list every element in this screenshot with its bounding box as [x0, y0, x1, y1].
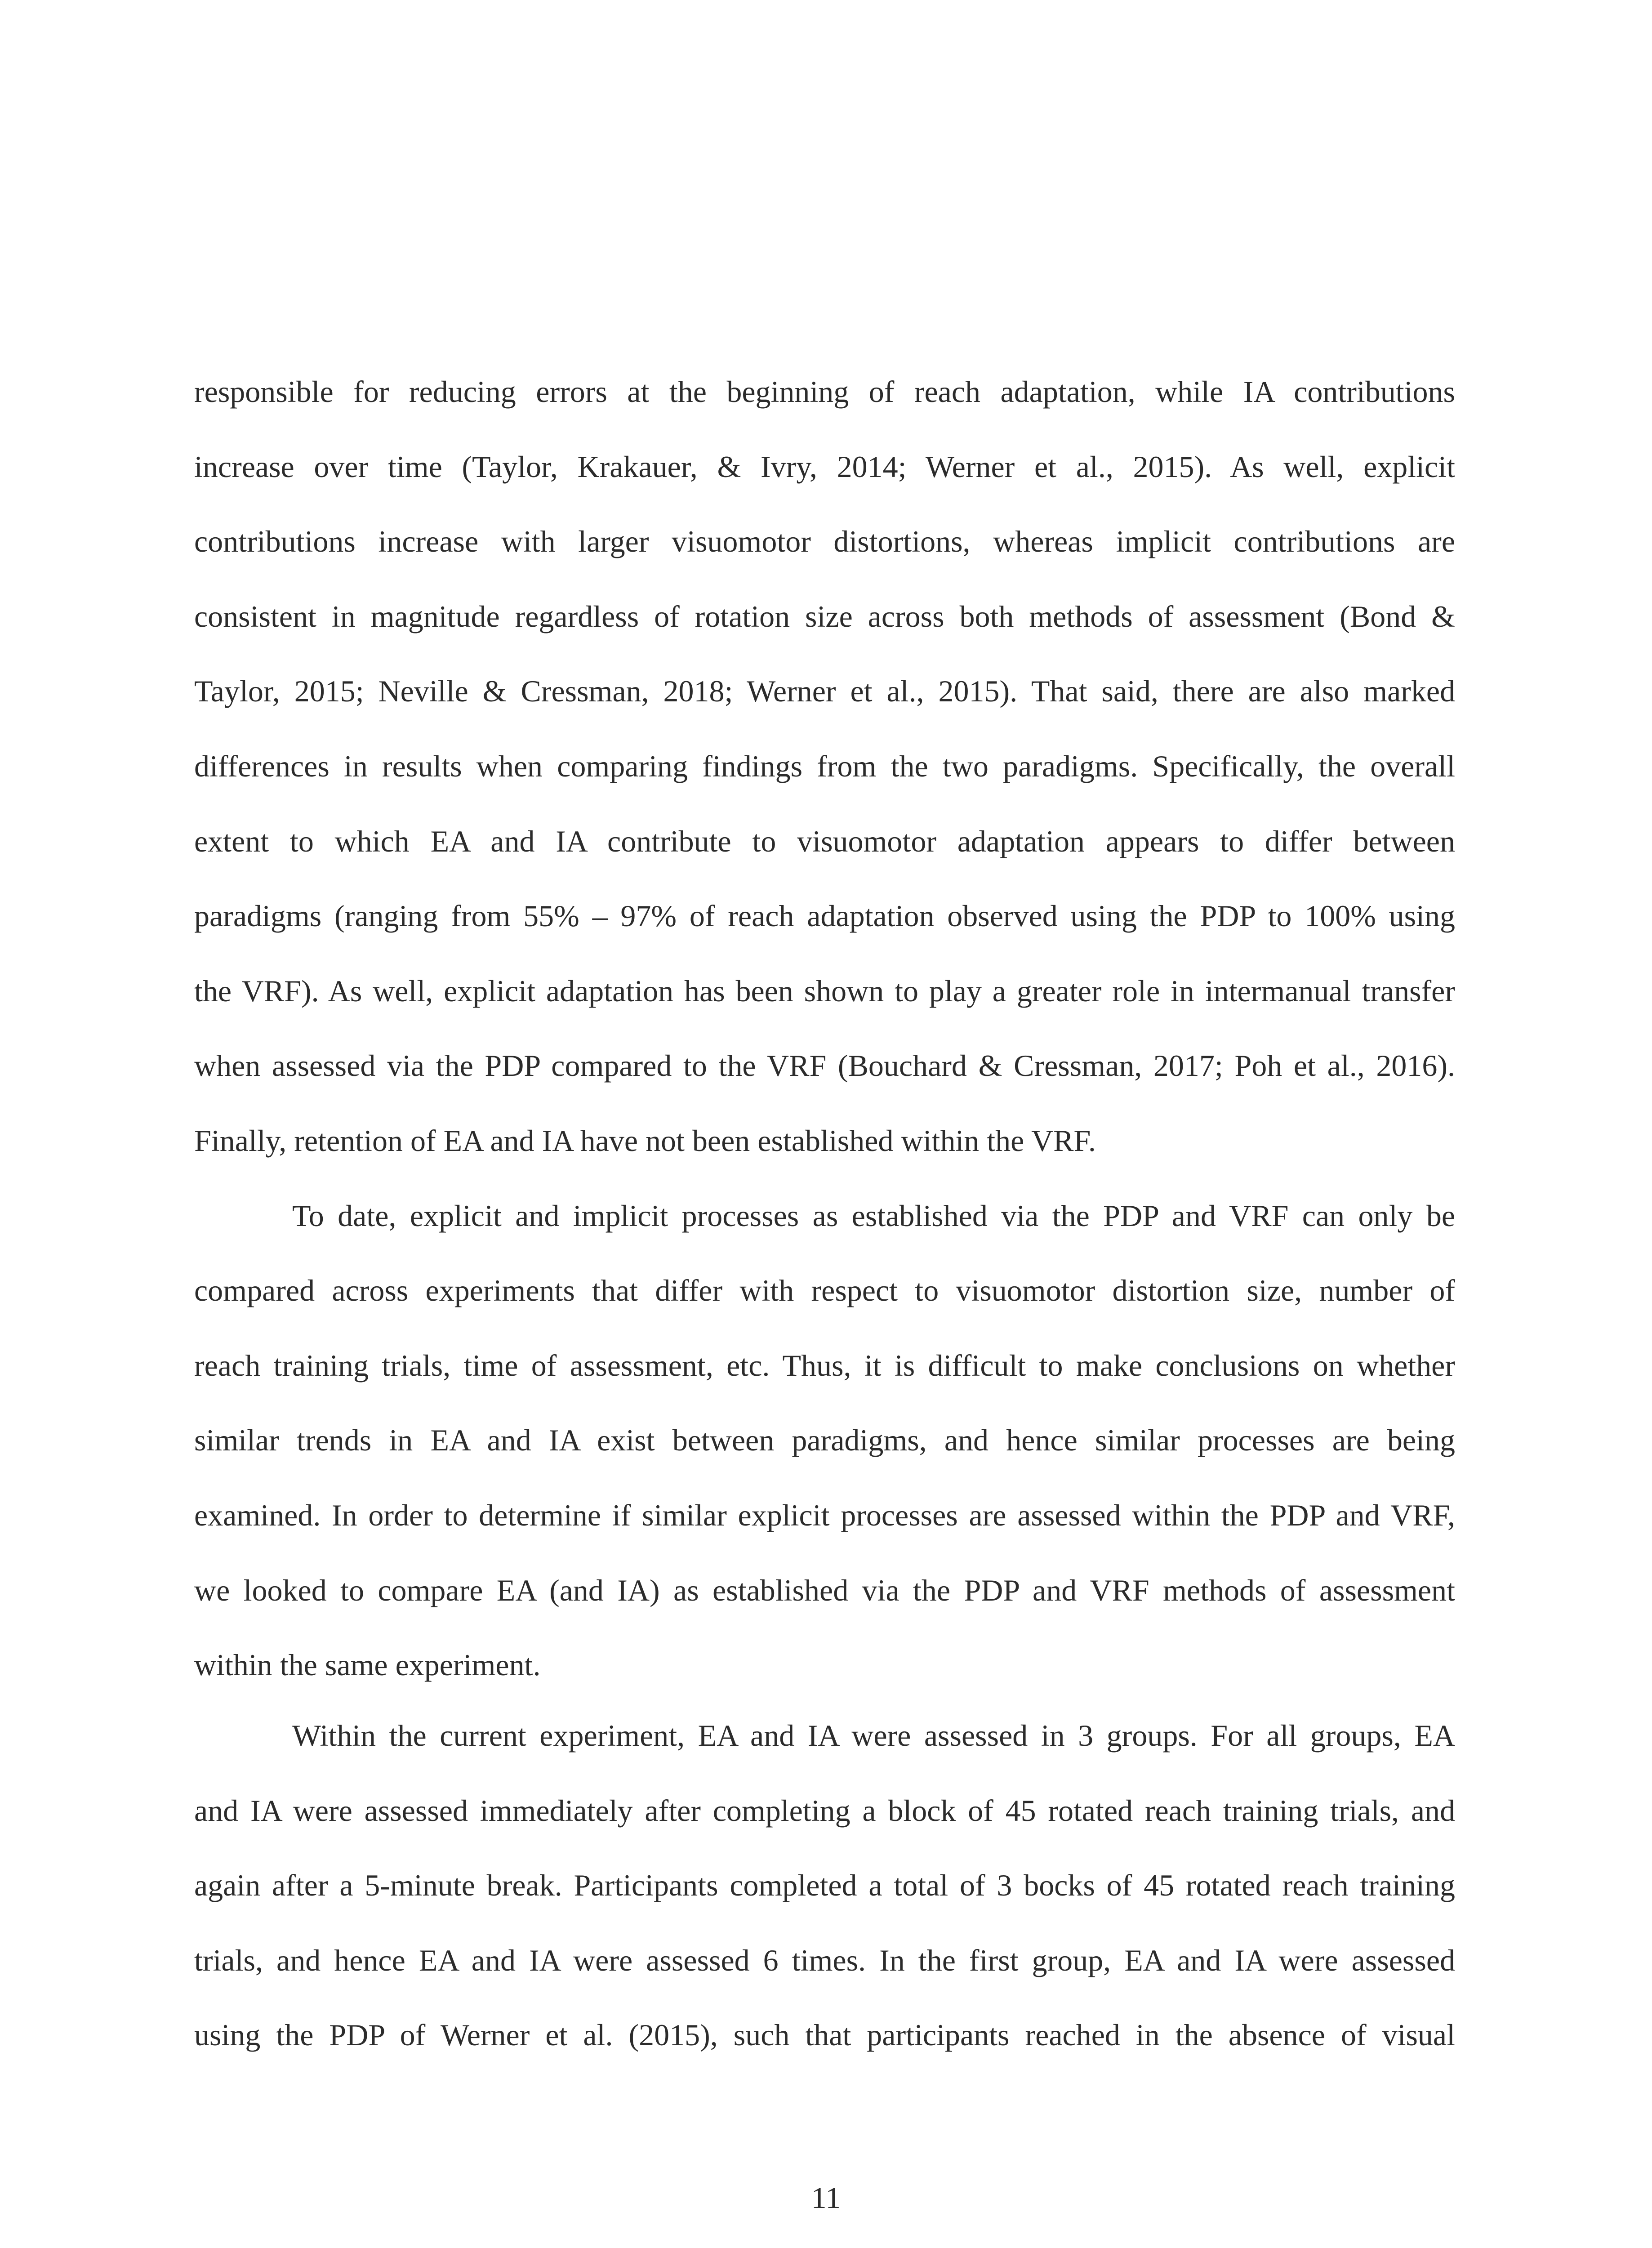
- text-line: responsible for reducing errors at the beginning of reach adaptation, while IA contributions: [194, 375, 1455, 409]
- text-line: Taylor, 2015; Neville & Cressman, 2018; Werner et al., 2015). That said, there are also marked: [194, 674, 1455, 709]
- text-line: compared across experiments that differ with respect to visuomotor distortion size, number of: [194, 1273, 1455, 1308]
- text-line: contributions increase with larger visuomotor distortions, whereas implicit contributions are: [194, 524, 1455, 559]
- text-line: extent to which EA and IA contribute to visuomotor adaptation appears to differ between: [194, 824, 1455, 858]
- body-text-block-2: [194, 1698, 1455, 2073]
- text-line: examined. In order to determine if similar explicit processes are assessed within the PDP and VRF,: [194, 1498, 1455, 1532]
- text-line: trials, and hence EA and IA were assessed 6 times. In the first group, EA and IA were assessed: [194, 1943, 1455, 1977]
- text-line: we looked to compare EA (and IA) as established via the PDP and VRF methods of assessment: [194, 1573, 1455, 1607]
- text-line: reach training trials, time of assessment, etc. Thus, it is difficult to make conclusions on whether: [194, 1348, 1455, 1383]
- text-line: the VRF). As well, explicit adaptation has been shown to play a greater role in intermanual transfer: [194, 973, 1455, 1008]
- text-line: Within the current experiment, EA and IA were assessed in 3 groups. For all groups, EA: [292, 1718, 1455, 1753]
- text-line: paradigms (ranging from 55% – 97% of reach adaptation observed using the PDP to 100% using: [194, 899, 1455, 933]
- text-line: and IA were assessed immediately after completing a block of 45 rotated reach training trials, and: [194, 1793, 1455, 1828]
- text-line: again after a 5-minute break. Participants completed a total of 3 bocks of 45 rotated reach training: [194, 1868, 1455, 1903]
- text-line: Finally, retention of EA and IA have not been established within the VRF.: [194, 1123, 1096, 1158]
- text-line: To date, explicit and implicit processes as established via the PDP and VRF can only be: [292, 1198, 1455, 1233]
- page-number: 11: [811, 2181, 841, 2215]
- text-line: within the same experiment.: [194, 1648, 541, 1682]
- text-line: increase over time (Taylor, Krakauer, & Ivry, 2014; Werner et al., 2015). As well, explicit: [194, 449, 1455, 484]
- text-line: when assessed via the PDP compared to the VRF (Bouchard & Cressman, 2017; Poh et al., 2016).: [194, 1048, 1455, 1083]
- text-line: similar trends in EA and IA exist between paradigms, and hence similar processes are being: [194, 1423, 1455, 1458]
- text-line: using the PDP of Werner et al. (2015), such that participants reached in the absence of visual: [194, 2018, 1455, 2052]
- body-text-block-1: [194, 354, 1455, 1703]
- text-line: consistent in magnitude regardless of rotation size across both methods of assessment (Bond &: [194, 599, 1455, 633]
- text-line: differences in results when comparing findings from the two paradigms. Specifically, the overall: [194, 749, 1455, 783]
